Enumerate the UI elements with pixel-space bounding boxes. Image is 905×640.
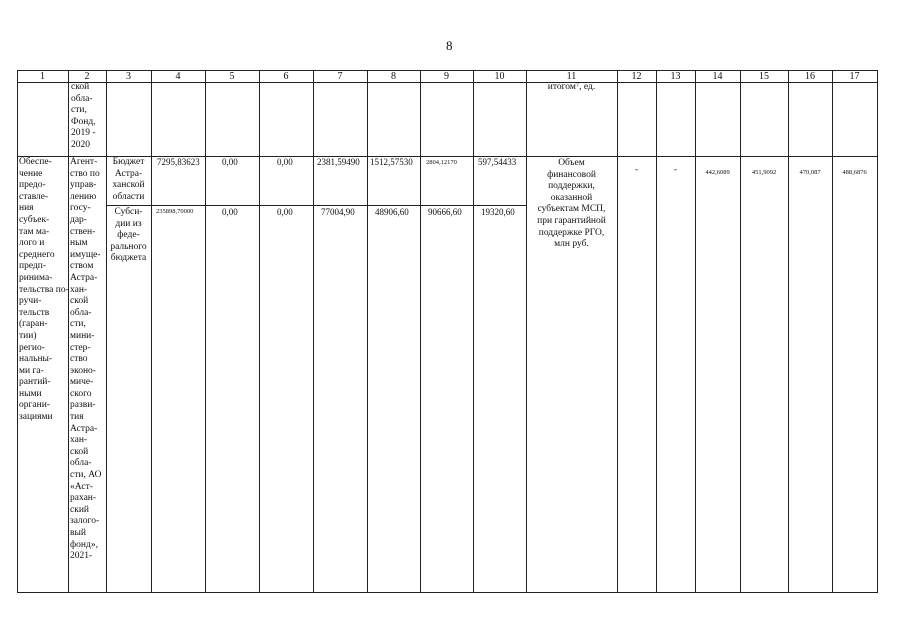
column-header: 6 xyxy=(283,71,289,82)
column-header: 3 xyxy=(126,71,131,82)
col-line xyxy=(832,70,833,592)
column-header: 14 xyxy=(712,71,723,82)
table-border-bottom xyxy=(17,592,878,593)
value-2022: 48906,60 xyxy=(375,207,409,217)
source-divider xyxy=(106,205,526,206)
col-line xyxy=(420,70,421,592)
column-header: 10 xyxy=(494,71,505,82)
column-header: 8 xyxy=(391,71,396,82)
column-header: 16 xyxy=(805,71,815,82)
col-line xyxy=(313,70,314,592)
value-2024: 597,54433 xyxy=(478,157,517,167)
indicator-base-value: - xyxy=(635,164,638,174)
col-line xyxy=(17,70,18,592)
value-2022: 1512,57530 xyxy=(370,157,413,167)
value-2024: 19320,60 xyxy=(481,207,515,217)
column-header: 17 xyxy=(849,71,860,82)
col-line xyxy=(617,70,618,592)
column-header: 9 xyxy=(444,71,449,82)
source-total: 235898,70000 xyxy=(156,208,194,215)
column-header: 4 xyxy=(175,71,181,82)
value-2021: 2381,59490 xyxy=(317,157,360,167)
indicator-unit: итогом⁷, ед. xyxy=(547,82,596,92)
col-line xyxy=(656,70,657,592)
value-2023: 2804,12170 xyxy=(426,159,457,166)
col-line xyxy=(205,70,206,592)
value-2019: 0,00 xyxy=(222,207,238,217)
value-2020: 0,00 xyxy=(277,207,293,217)
event-indicator: Объем финансовой поддержки, оказанной субъектам МСП, при гарантийной поддержке РГО, млн руб. xyxy=(537,158,606,250)
indicator-2022: 451,9092 xyxy=(751,169,777,176)
column-header: 5 xyxy=(229,71,235,82)
indicator-2021: 442,6089 xyxy=(705,169,730,176)
indicator-2024: 488,6876 xyxy=(842,169,867,176)
col-line xyxy=(526,70,527,592)
col-line xyxy=(740,70,741,592)
indicator-2023: 470,087 xyxy=(799,169,821,176)
value-2023: 90666,60 xyxy=(428,207,462,217)
col-line xyxy=(695,70,696,592)
col-line xyxy=(473,70,474,592)
column-header: 2 xyxy=(84,71,90,82)
column-header: 13 xyxy=(670,71,681,82)
indicator-2020: - xyxy=(674,164,677,174)
col-line xyxy=(877,70,878,592)
executor-continued: ской обла- сти, Фонд, 2019 - 2020 xyxy=(71,82,96,150)
event-name: Обеспе- чение предо- ставле- ния субъек- там ма- лого и среднего предп- ринима- тельства по- ручи- тельств (гаран- тии) регио- нальны- ми га- рантий- ными органи- зациями xyxy=(19,157,69,423)
value-2019: 0,00 xyxy=(222,157,238,167)
event-executor: Агент- ство по управ- лению госу- дар- ствен- ным имуще- ством Астра- хан- ской обла- сти, мини- стер- ство эконо- миче- ского разви- тия Астра- хан- ской обла- сти, АО «Аст- рахан- ский залого- вый фонд», 2021- xyxy=(70,157,102,562)
page-number: 8 xyxy=(446,38,453,53)
col-line xyxy=(151,70,152,592)
column-header: 1 xyxy=(40,71,45,82)
header-divider xyxy=(17,82,878,83)
column-header: 11 xyxy=(566,71,577,82)
value-2020: 0,00 xyxy=(277,157,293,167)
col-line xyxy=(788,70,789,592)
column-header: 15 xyxy=(759,71,769,82)
col-line xyxy=(259,70,260,592)
source-total: 7295,83623 xyxy=(157,157,200,167)
col-line xyxy=(367,70,368,592)
source-name: Бюджет Астра- ханской области xyxy=(112,157,145,202)
column-header: 12 xyxy=(631,71,642,82)
source-name: Субси- дии из феде- рального бюджета xyxy=(110,207,147,264)
value-2021: 77004,90 xyxy=(321,207,355,217)
column-header: 7 xyxy=(337,71,343,82)
